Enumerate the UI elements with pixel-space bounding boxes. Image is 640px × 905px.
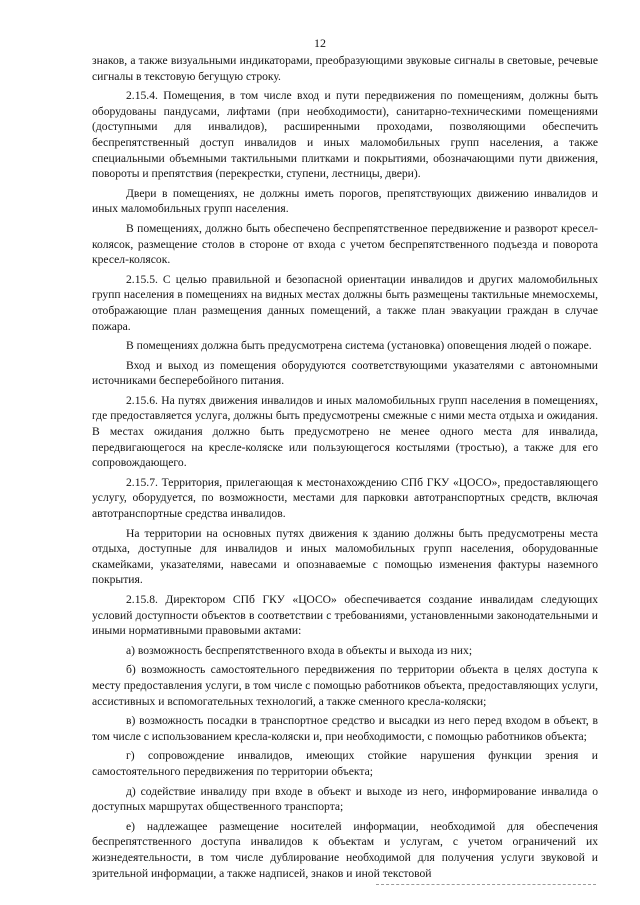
document-body [92,53,598,885]
list-item-d: д) содействие инвалиду при входе в объект и выходе из него, информирование инвалида о доступных маршрутах общественного транспорта; [92,784,598,814]
paragraph-fire-alarm: В помещениях должна быть предусмотрена система (установка) оповещения людей о пожаре. [126,339,592,353]
list-item-b: б) возможность самостоятельного передвижения по территории объекта в целях доступа к месту предоставления услуги, в том числе с помощью работников объекта, предоставляющих услуги, ассистивных и вспомогательных технологий, а также сменного кресла-коляски; [92,663,598,708]
paragraph-wheelchair-movement: В помещениях, должно быть обеспечено беспрепятственное передвижение и разворот кресел-колясок, размещение столов в стороне от входа с учетом беспрепятственного подъезда и поворота кресел-колясок. [92,221,598,267]
paragraph-territory-rest-places: На территории на основных путях движения к зданию должны быть предусмотрены места отдыха, доступные для инвалидов и иных маломобильных групп населения, оборудованные скамейками, указателями, навесами и опознаваемые с помощью изменения фактуры наземного покрытия. [92,526,598,587]
list-item-a: а) возможность беспрепятственного входа в объекты и выхода из них; [126,643,473,657]
list-item-e: е) надлежащее размещение носителей информации, необходимой для обеспечения беспрепятственного доступа инвалидов к объектам и услугам, с учетом ограничений их жизнедеятельности, в том числе дублирование необходимой для получения услуги звуковой и зрительной информации, а также надписей, знаков и иной текстовой [92,819,598,880]
paragraph-entrance-signs: Вход и выход из помещения оборудуются соответствующими указателями с автономными источниками бесперебойного питания. [92,358,598,388]
paragraph-2-15-8: 2.15.8. Директором СПб ГКУ «ЦОСО» обеспечивается создание инвалидам следующих условий доступности объектов в соответствии с требованиями, установленными законодательными и иными нормативными правовыми актами: [92,593,598,638]
footer-divider [376,884,596,885]
paragraph-2-15-5: 2.15.5. С целью правильной и безопасной ориентации инвалидов и других маломобильных групп населения в помещениях на видных местах должны быть размещены тактильные мнемосхемы, отображающие план размещения данных помещений, а также план эвакуации граждан в случае пожара. [92,272,598,333]
paragraph-doors: Двери в помещениях, не должны иметь порогов, препятствующих движению инвалидов и иных маломобильных групп населения. [92,186,598,216]
paragraph-2-15-4: 2.15.4. Помещения, в том числе вход и пути передвижения по помещениям, должны быть оборудованы пандусами, лифтами (при необходимости), санитарно-техническими помещениями (доступными для инвалидов), расширенными проходами, позволяющими обеспечить беспрепятственный доступ инвалидов и иных маломобильных групп населения, а также специальными объемными тактильными плитками и покрытиями, обозначающими пути движения, повороты и препятствия (перекрестки, ступени, лестницы, двери). [92,89,598,181]
paragraph-2-15-6: 2.15.6. На путях движения инвалидов и иных маломобильных групп населения в помещениях, где предоставляется услуга, должны быть предусмотрены смежные с ними места отдыха и ожидания. В местах ожидания должно быть предусмотрено не менее одного места для инвалида, передвигающегося на кресле-коляске или пользующегося костылями (тростью), а также для его сопровождающего. [92,393,598,470]
paragraph-2-15-7: 2.15.7. Территория, прилегающая к местонахождению СПб ГКУ «ЦОСО», предоставляющего услугу, оборудуется, по возможности, местами для парковки автотранспортных средств, включая автотранспортные средства инвалидов. [92,475,598,521]
list-item-v: в) возможность посадки в транспортное средство и высадки из него перед входом в объект, в том числе с использованием кресла-коляски и, при необходимости, с помощью работников объекта; [92,714,598,743]
paragraph-continuation: знаков, а также визуальными индикаторами, преобразующими звуковые сигналы в световые, речевые сигналы в текстовую бегущую строку. [92,54,598,83]
page-number: 12 [314,36,326,50]
list-item-g: г) сопровождение инвалидов, имеющих стойкие нарушения функции зрения и самостоятельного передвижения по территории объекта; [92,749,598,778]
